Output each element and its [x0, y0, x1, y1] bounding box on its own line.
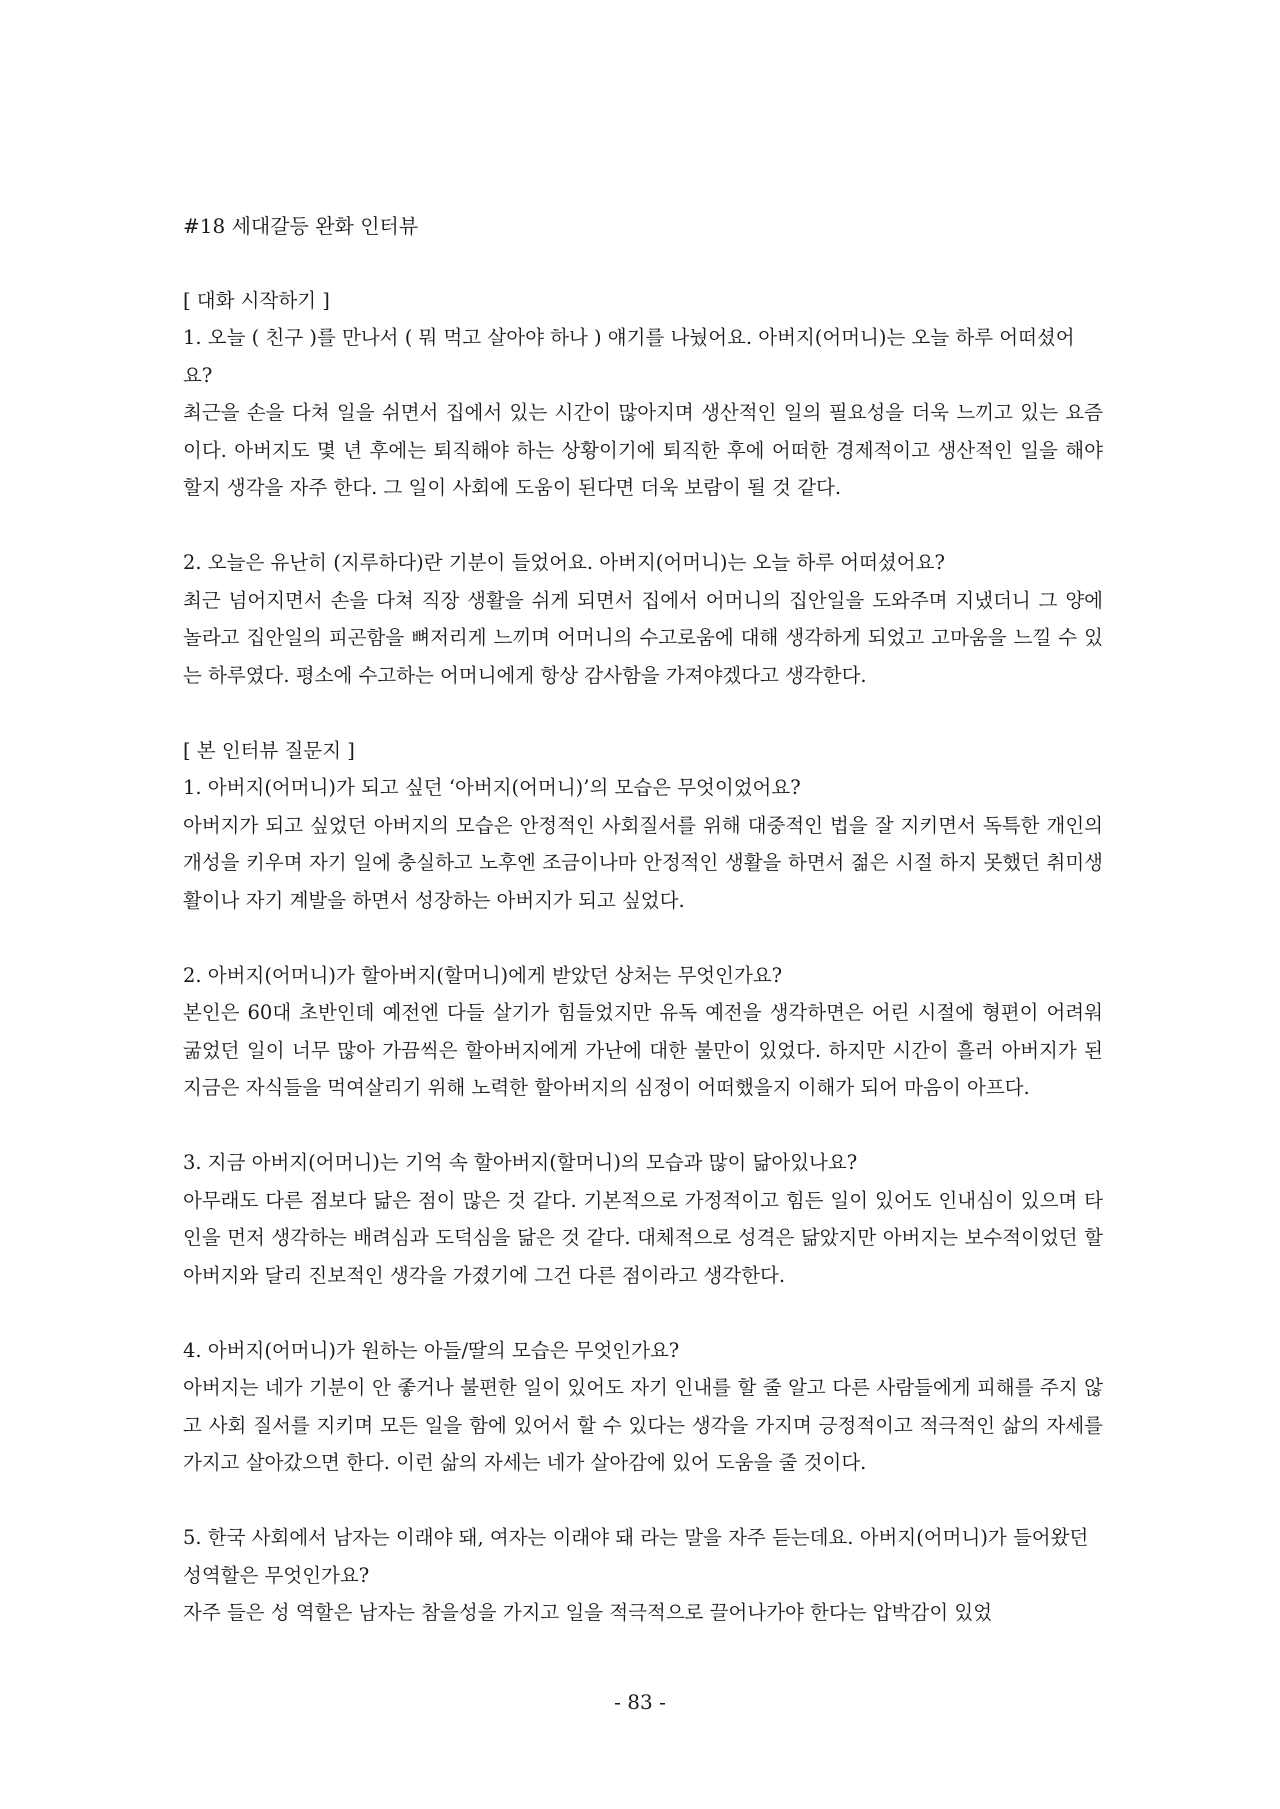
qa-block	[183, 1332, 1103, 1482]
answer-text: 자주 들은 성 역할은 남자는 참을성을 가지고 일을 적극적으로 끌어나가야 한다는 압박감이 있었	[183, 1601, 993, 1624]
question-text: 2. 아버지(어머니)가 할아버지(할머니)에게 받았던 상처는 무엇인가요?	[183, 963, 783, 987]
question-text: 1. 오늘 ( 친구 )를 만나서 ( 뭐 먹고 살아야 하나 ) 얘기를 나눴어요. 아버지(어머니)는 오늘 하루 어떠셨어요?	[183, 326, 1075, 387]
question-text: 3. 지금 아버지(어머니)는 기억 속 할아버지(할머니)의 모습과 많이 닮아있나요?	[183, 1151, 858, 1174]
qa-block	[183, 319, 1103, 507]
document-title: #18 세대갈등 완화 인터뷰	[183, 214, 419, 238]
qa-block	[183, 1144, 1103, 1294]
qa-block	[183, 544, 1103, 694]
qa-block	[183, 957, 1103, 1107]
answer-text: 아버지가 되고 싶었던 아버지의 모습은 안정적인 사회질서를 위해 대중적인 법을 잘 지키면서 독특한 개인의 개성을 키우며 자기 일에 충실하고 노후엔 조금이나마 안정적인 생활을 하면서 젊은 시절 하지 못했던 취미생활이나 자기 계발을 하면서 성장하는 아버지가 되고 싶었다.	[183, 813, 1103, 912]
qa-block	[183, 769, 1103, 919]
section-header-interview: [ 본 인터뷰 질문지 ]	[183, 738, 355, 762]
qa-block	[183, 1519, 1103, 1632]
answer-text: 본인은 60대 초반인데 예전엔 다들 살기가 힘들었지만 유독 예전을 생각하면은 어린 시절에 형편이 어려워 굶었던 일이 너무 많아 가끔씩은 할아버지에게 가난에 대한 불만이 있었다. 하지만 시간이 흘러 아버지가 된 지금은 자식들을 먹여살리기 위해 노력한 할아버지의 심정이 어떠했을지 이해가 되어 마음이 아프다.	[183, 1001, 1103, 1099]
question-text: 2. 오늘은 유난히 (지루하다)란 기분이 들었어요. 아버지(어머니)는 오늘 하루 어떠셨어요?	[183, 551, 945, 574]
section-header-intro: [ 대화 시작하기 ]	[183, 288, 330, 312]
question-text: 1. 아버지(어머니)가 되고 싶던 ‘아버지(어머니)’의 모습은 무엇이었어요?	[183, 776, 801, 799]
answer-text: 최근 넘어지면서 손을 다쳐 직장 생활을 쉬게 되면서 집에서 어머니의 집안일을 도와주며 지냈더니 그 양에 놀라고 집안일의 피곤함을 뼈저리게 느끼며 어머니의 수고로움에 대해 생각하게 되었고 고마움을 느낄 수 있는 하루였다. 평소에 수고하는 어머니에게 항상 감사함을 가져야겠다고 생각한다.	[183, 588, 1103, 687]
question-text: 5. 한국 사회에서 남자는 이래야 돼, 여자는 이래야 돼 라는 말을 자주 듣는데요. 아버지(어머니)가 들어왔던 성역할은 무엇인가요?	[183, 1526, 1089, 1587]
question-text: 4. 아버지(어머니)가 원하는 아들/딸의 모습은 무엇인가요?	[183, 1338, 680, 1362]
page-number: - 83 -	[614, 1690, 666, 1714]
document-body	[183, 208, 1103, 1669]
answer-text: 아무래도 다른 점보다 닮은 점이 많은 것 같다. 기본적으로 가정적이고 힘든 일이 있어도 인내심이 있으며 타인을 먼저 생각하는 배려심과 도덕심을 닮은 것 같다. 대체적으로 성격은 닮았지만 아버지는 보수적이었던 할아버지와 달리 진보적인 생각을 가졌기에 그건 다른 점이라고 생각한다.	[183, 1188, 1103, 1287]
answer-text: 아버지는 네가 기분이 안 좋거나 불편한 일이 있어도 자기 인내를 할 줄 알고 다른 사람들에게 피해를 주지 않고 사회 질서를 지키며 모든 일을 함에 있어서 할 수 있다는 생각을 가지며 긍정적이고 적극적인 삶의 자세를 가지고 살아갔으면 한다. 이런 삶의 자세는 네가 살아감에 있어 도움을 줄 것이다.	[183, 1376, 1103, 1474]
answer-text: 최근을 손을 다쳐 일을 쉬면서 집에서 있는 시간이 많아지며 생산적인 일의 필요성을 더욱 느끼고 있는 요즘이다. 아버지도 몇 년 후에는 퇴직해야 하는 상황이기에 퇴직한 후에 어떠한 경제적이고 생산적인 일을 해야 할지 생각을 자주 한다. 그 일이 사회에 도움이 된다면 더욱 보람이 될 것 같다.	[183, 401, 1103, 499]
